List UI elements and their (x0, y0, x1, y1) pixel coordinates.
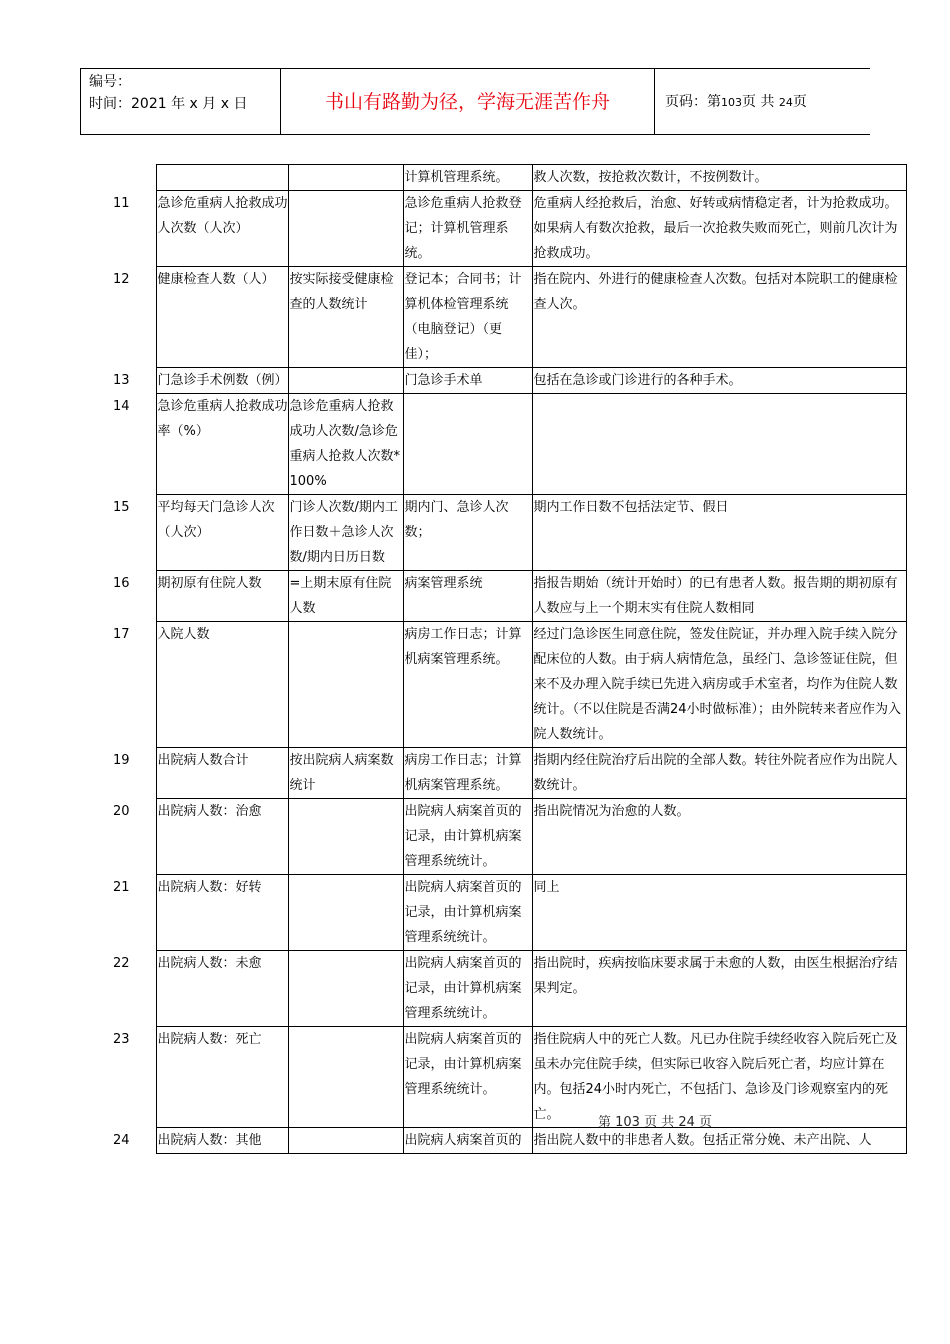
remark: 救人次数，按抢救次数计，不按例数计。 (532, 165, 906, 191)
calc-method (288, 191, 403, 267)
remark: 期内工作日数不包括法定节、假日 (532, 495, 906, 571)
data-source: 出院病人病案首页的记录，由计算机病案管理系统统计。 (403, 875, 532, 951)
row-number: 14 (113, 398, 130, 414)
page-info (655, 69, 871, 134)
calc-method: =上期末原有住院人数 (288, 571, 403, 622)
indicator-name: 急诊危重病人抢救成功率（%） (156, 394, 288, 495)
motto: 书山有路勤为径，学海无涯苦作舟 (281, 69, 655, 134)
row-number: 12 (113, 271, 130, 287)
calc-method: 急诊危重病人抢救成功人次数/急诊危重病人抢救人次数*100% (288, 394, 403, 495)
row-number (108, 165, 156, 191)
data-source: 出院病人病案首页的记录，由计算机病案管理系统统计。 (403, 951, 532, 1027)
data-source: 出院病人病案首页的 (403, 1128, 532, 1154)
row-number: 11 (113, 195, 130, 211)
table-row (108, 267, 906, 368)
calc-method (288, 368, 403, 394)
table-row (108, 1027, 906, 1128)
row-number: 13 (113, 372, 130, 388)
indicator-name: 期初原有住院人数 (156, 571, 288, 622)
data-source: 急诊危重病人抢救登记；计算机管理系统。 (403, 191, 532, 267)
header-info-cell (81, 69, 281, 134)
calc-method: 门诊人次数/期内工作日数＋急诊人次数/期内日历日数 (288, 495, 403, 571)
remark: 指期内经住院治疗后出院的全部人数。转往外院者应作为出院人数统计。 (532, 748, 906, 799)
data-source: 病案管理系统 (403, 571, 532, 622)
remark: 经过门急诊医生同意住院，签发住院证，并办理入院手续入院分配床位的人数。由于病人病情危急，虽经门、急诊签证住院，但来不及办理入院手续已先进入病房或手术室者，均作为住院人数统计。（不以住院是否满24小时做标准）；由外院转来者应作为入院人数统计。 (532, 622, 906, 748)
indicator-name: 出院病人数：未愈 (156, 951, 288, 1027)
row-number: 17 (113, 626, 130, 642)
indicator-name: 出院病人数合计 (156, 748, 288, 799)
calc-method (288, 622, 403, 748)
calc-method: 按出院病人病案数统计 (288, 748, 403, 799)
indicator-name: 急诊危重病人抢救成功人次数（人次） (156, 191, 288, 267)
data-source: 期内门、急诊人次数； (403, 495, 532, 571)
calc-method (288, 1027, 403, 1128)
remark: 危重病人经抢救后，治愈、好转或病情稳定者，计为抢救成功。如果病人有数次抢救，最后一次抢救失败而死亡，则前几次计为抢救成功。 (532, 191, 906, 267)
page-mid: 页 共 (742, 94, 775, 110)
row-number: 21 (113, 879, 130, 895)
data-source: 计算机管理系统。 (403, 165, 532, 191)
remark: 指出院时，疾病按临床要求属于未愈的人数，由医生根据治疗结果判定。 (532, 951, 906, 1027)
indicator-name: 出院病人数：其他 (156, 1128, 288, 1154)
calc-method: 按实际接受健康检查的人数统计 (288, 267, 403, 368)
page-suffix: 页 (792, 94, 807, 110)
page-header (80, 68, 870, 135)
calc-method (288, 799, 403, 875)
remark: 指在院内、外进行的健康检查人次数。包括对本院职工的健康检查人次。 (532, 267, 906, 368)
data-source (403, 394, 532, 495)
indicator-name: 出院病人数：治愈 (156, 799, 288, 875)
indicator-name: 入院人数 (156, 622, 288, 748)
table-row (108, 571, 906, 622)
table-row (108, 394, 906, 495)
remark: 同上 (532, 875, 906, 951)
table-row (108, 799, 906, 875)
page-watermark: 第 103 页 共 24 页 (598, 1115, 713, 1130)
table-row (108, 368, 906, 394)
indicator-table (108, 164, 907, 1154)
page-total: 24 (778, 96, 793, 109)
row-number: 23 (113, 1031, 130, 1047)
data-source: 出院病人病案首页的记录，由计算机病案管理系统统计。 (403, 1027, 532, 1128)
calc-method (288, 951, 403, 1027)
data-source: 门急诊手术单 (403, 368, 532, 394)
table-row (108, 748, 906, 799)
table-row (108, 875, 906, 951)
time-label: 时间：2021 年 x 月 x 日 (89, 96, 248, 112)
remark: 包括在急诊或门诊进行的各种手术。 (532, 368, 906, 394)
remark: 指报告期始（统计开始时）的已有患者人数。报告期的期初原有人数应与上一个期末实有住院人数相同 (532, 571, 906, 622)
calc-method (288, 165, 403, 191)
remark: 指出院人数中的非患者人数。包括正常分娩、未产出院、人 (532, 1128, 906, 1154)
data-source: 登记本；合同书；计算机体检管理系统（电脑登记）（更佳）； (403, 267, 532, 368)
indicator-name: 健康检查人数（人） (156, 267, 288, 368)
data-source: 病房工作日志；计算机病案管理系统。 (403, 622, 532, 748)
table-row (108, 622, 906, 748)
table-row (108, 495, 906, 571)
data-source: 病房工作日志；计算机病案管理系统。 (403, 748, 532, 799)
remark (532, 394, 906, 495)
indicator-name: 门急诊手术例数（例） (156, 368, 288, 394)
table-row (108, 165, 906, 191)
table-row (108, 951, 906, 1027)
indicator-name: 出院病人数：死亡 (156, 1027, 288, 1128)
table-row (108, 191, 906, 267)
row-number: 15 (113, 499, 130, 515)
row-number: 22 (113, 955, 130, 971)
row-number: 16 (113, 575, 130, 591)
indicator-name (156, 165, 288, 191)
row-number: 20 (113, 803, 130, 819)
table-row (108, 1128, 906, 1154)
page-number: 103 (721, 96, 742, 109)
page-prefix: 页码：第 (665, 94, 721, 110)
remark: 指出院情况为治愈的人数。 (532, 799, 906, 875)
indicator-name: 出院病人数：好转 (156, 875, 288, 951)
calc-method (288, 1128, 403, 1154)
data-source: 出院病人病案首页的记录，由计算机病案管理系统统计。 (403, 799, 532, 875)
calc-method (288, 875, 403, 951)
row-number: 19 (113, 752, 130, 768)
indicator-name: 平均每天门急诊人次（人次） (156, 495, 288, 571)
row-number: 24 (113, 1132, 130, 1148)
remark: 指住院病人中的死亡人数。凡已办住院手续经收容入院后死亡及虽未办完住院手续，但实际已收容入院后死亡者，均应计算在内。包括24小时内死亡，不包括门、急诊及门诊观察室内的死亡。 (532, 1027, 906, 1128)
code-label: 编号： (89, 74, 131, 90)
